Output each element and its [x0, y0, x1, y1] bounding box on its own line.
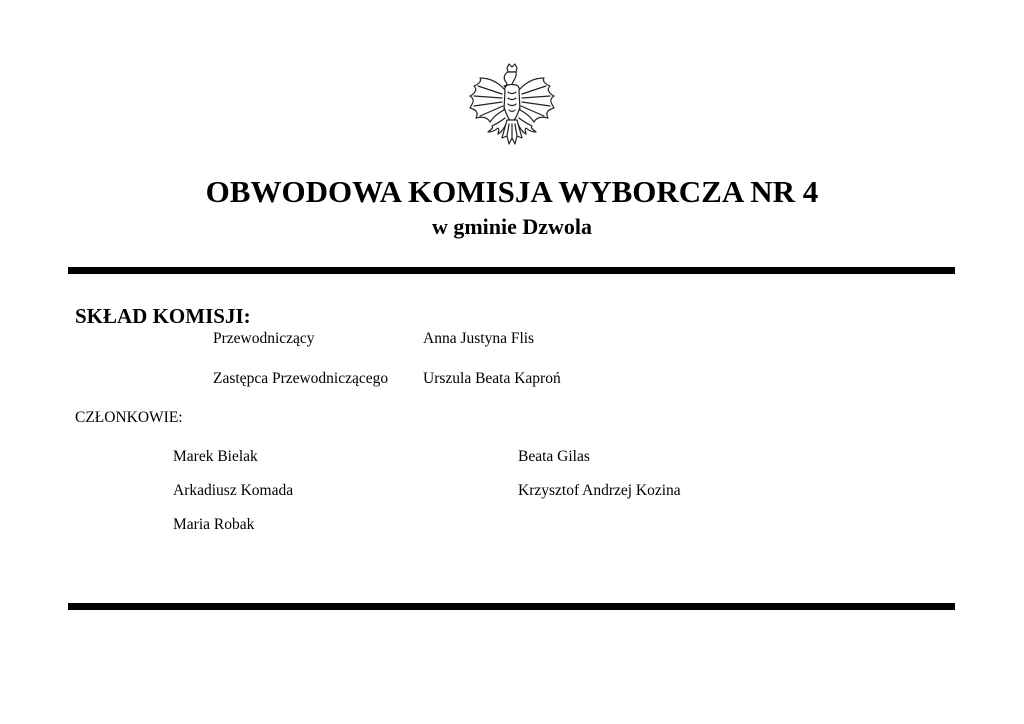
- section-heading-composition: SKŁAD KOMISJI:: [75, 304, 251, 328]
- role-label-deputy-chair: Zastępca Przewodniczącego: [213, 370, 389, 387]
- top-divider: [68, 267, 955, 274]
- member-name: Arkadiusz Komada: [173, 482, 294, 499]
- bottom-divider: [68, 603, 955, 610]
- page-title: OBWODOWA KOMISJA WYBORCZA NR 4: [205, 174, 819, 209]
- name-deputy-chair: Urszula Beata Kaproń: [423, 370, 561, 387]
- name-chair: Anna Justyna Flis: [423, 330, 535, 347]
- members-heading: CZŁONKOWIE:: [75, 409, 183, 426]
- member-name: Maria Robak: [173, 516, 255, 533]
- role-label-chair: Przewodniczący: [213, 330, 315, 347]
- polish-eagle-emblem-icon: [462, 60, 562, 160]
- page-subtitle: w gminie Dzwola: [431, 214, 593, 239]
- member-name: Marek Bielak: [173, 448, 258, 465]
- member-name: Krzysztof Andrzej Kozina: [518, 482, 681, 499]
- member-name: Beata Gilas: [518, 448, 590, 465]
